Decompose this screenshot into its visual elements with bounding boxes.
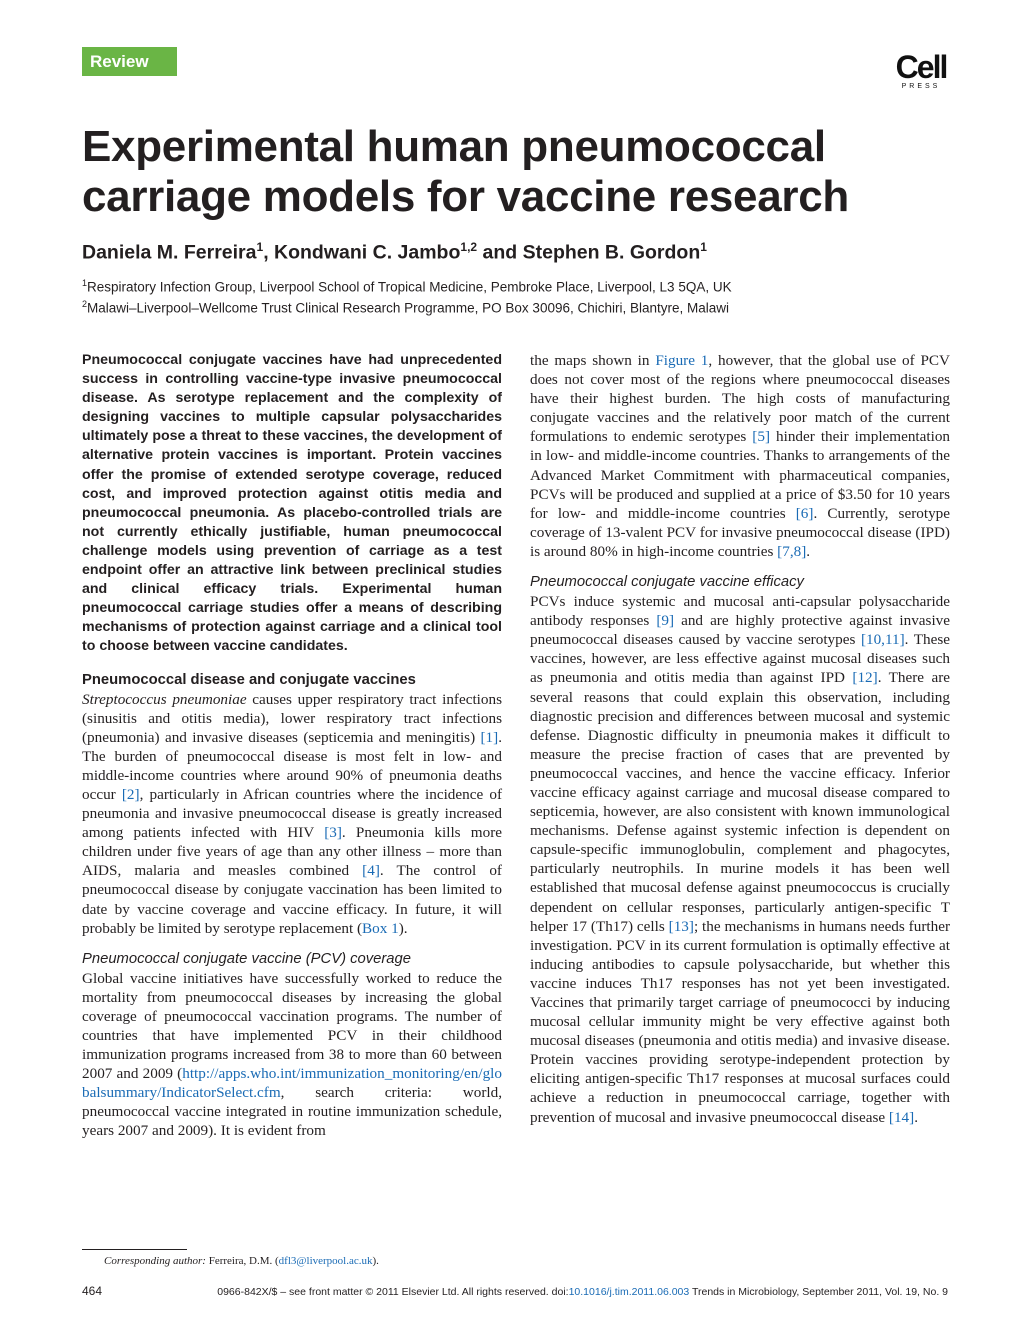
- citation-link[interactable]: [4]: [362, 862, 380, 880]
- text-run: . The burden of pneumococcal disease is most felt in low- and middle-income countries where around 90% of pneumonia deaths occur: [82, 728, 502, 803]
- author-name: Daniela M. Ferreira: [82, 241, 257, 264]
- footer-citation: [217, 1286, 948, 1298]
- author-separator: and: [477, 241, 523, 264]
- subsection-heading: Pneumococcal conjugate vaccine efficacy: [530, 574, 804, 591]
- citation-link[interactable]: [14]: [888, 1108, 915, 1126]
- text-run: .: [806, 542, 811, 560]
- text-run: Global vaccine initiatives have successfully worked to reduce the mortality from pneumococcal diseases by increasing the global coverage of pneumococcal vaccination programs. The number of countries that have implemented PCV in their childhood immunization programs increased from 38 to more than 60 between 2007 and 2009 (: [82, 969, 502, 1083]
- author-affil-sup: 1: [700, 240, 707, 254]
- text-run: and are highly protective against invasive pneumococcal diseases caused by vaccine serotypes: [530, 612, 950, 649]
- author-name: Stephen B. Gordon: [522, 241, 701, 264]
- text-run: . The control of pneumococcal disease by conjugate vaccination has been limited to date by vaccine coverage and vaccine efficacy. In future, it will probably be limited by serotype replacement (: [82, 862, 502, 937]
- affiliation-text: Malawi–Liverpool–Wellcome Trust Clinical Research Programme, PO Box 30096, Chichiri, Blantyre, Malawi: [87, 300, 730, 316]
- box-link[interactable]: Box 1: [362, 919, 399, 937]
- footnote-label: Corresponding author:: [104, 1255, 206, 1267]
- citation-link[interactable]: [13]: [668, 917, 694, 935]
- text-run: ; the mechanisms in humans needs further investigation. PCV in its current formulation is optimally effective at inducing antibodies to capsule polysaccharide, but whether this vaccine induces Th17 responses has not yet been investigated. Vaccines that primarily target carriage of pneumococci by inducing mucosal cellular immunity might be very effective against both mucosal diseases (pneumonia and otitis media) and invasive disease. Protein vaccines providing serotype-independent protection by eliciting antigen-specific Th17 responses at mucosal surfaces could achieve a reduction in pneumococcal carriage, together with prevention of mucosal and invasive pneumococcal disease: [530, 917, 951, 1126]
- logo-press: PRESS: [901, 83, 941, 90]
- citation-link[interactable]: [1]: [480, 728, 499, 746]
- citation-link[interactable]: [9]: [656, 612, 675, 630]
- journal-info: Trends in Microbiology, September 2011, Vol. 19, No. 9: [689, 1286, 948, 1298]
- affiliation: [82, 278, 732, 295]
- external-url-link[interactable]: http://apps.who.int/immunization_monitoring/en/globalsummary/IndicatorSelect.cfm: [82, 1065, 502, 1102]
- text-run: causes upper respiratory tract infections (sinusitis and otitis media), lower respiratory tract infections (pneumonia) and invasive diseases (septicemia and meningitis): [82, 690, 502, 746]
- body-paragraph: [82, 969, 502, 1141]
- author-name: Kondwani C. Jambo: [274, 241, 461, 264]
- affiliation: [82, 299, 729, 316]
- text-run: PCVs induce systemic and mucosal anti-capsular polysaccharide antibody responses: [530, 593, 950, 630]
- affiliation-number: 1: [82, 278, 88, 288]
- doi-link[interactable]: 10.1016/j.tim.2011.06.003: [568, 1286, 690, 1298]
- author-affil-sup: 1,2: [460, 240, 478, 254]
- email-link[interactable]: dfl3@liverpool.ac.uk: [278, 1255, 373, 1267]
- text-run: , however, that the global use of PCV does not cover most of the regions where pneumococcal diseases have their highest burden. The high costs of manufacturing conjugate vaccines and the relatively poor match of the current formulations to endemic serotypes: [530, 352, 951, 446]
- footnote-name: Ferreira, D.M. (: [205, 1255, 279, 1267]
- right-column: [530, 351, 950, 1127]
- author-affil-sup: 1: [256, 240, 264, 254]
- cell-press-logo: [890, 49, 952, 91]
- species-name: Streptococcus pneumoniae: [82, 690, 247, 708]
- footnote-divider: [82, 1249, 187, 1250]
- citation-link[interactable]: [3]: [324, 824, 342, 842]
- figure-link[interactable]: Figure 1: [655, 352, 709, 369]
- citation-link[interactable]: [5]: [752, 428, 771, 446]
- left-column: [82, 351, 502, 1141]
- citation-link[interactable]: [7,8]: [777, 542, 807, 560]
- citation-link[interactable]: [6]: [795, 504, 814, 522]
- citation-link[interactable]: [10,11]: [860, 631, 905, 649]
- text-run: ).: [398, 919, 408, 937]
- author-list: [82, 240, 707, 265]
- text-run: . These vaccines, however, are less effective against mucosal diseases such as pneumonia and otitis media than against IPD: [530, 631, 950, 687]
- body-paragraph: [530, 351, 950, 561]
- text-run: . Pneumonia kills more children under five years of age than any other illness – more than AIDS, malaria and measles combined: [82, 824, 502, 880]
- abstract: Pneumococcal conjugate vaccines have had unprecedented success in controlling vaccine-type invasive pneumococcal disease. As serotype replacement and the complexity of designing vaccines to multiple capsular polysaccharides ultimately pose a threat to these vaccines, the development of alternative protein vaccines is important. Protein vaccines offer the promise of extended serotype coverage, reduced cost, and improved protection against otitis media and pneumococcal pneumonia. As placebo-controlled trials are not currently ethically justifiable, human pneumococcal challenge models using prevention of carriage as a test endpoint offer an attractive link between preclinical studies and clinical efficacy trials. Experimental human pneumococcal carriage studies offer a means of describing mechanisms of protection against carriage and a clinical tool to choose between vaccine candidates.: [82, 352, 502, 655]
- citation-link[interactable]: [12]: [852, 669, 878, 687]
- subsection-heading: Pneumococcal conjugate vaccine (PCV) coverage: [82, 950, 411, 967]
- author-separator: ,: [263, 241, 275, 264]
- text-run: the maps shown in: [530, 352, 656, 369]
- section-heading: Pneumococcal disease and conjugate vaccines: [82, 671, 416, 688]
- logo-word: Cell: [895, 49, 947, 85]
- body-paragraph: [530, 592, 950, 1127]
- corresponding-author-note: [104, 1255, 379, 1267]
- body-paragraph: [82, 690, 502, 938]
- affiliation-number: 2: [82, 299, 88, 309]
- text-run: , search criteria: world, pneumococcal vaccine integrated in routine immunization schedule, years 2007 and 2009). It is evident from: [82, 1084, 502, 1140]
- text-run: . Currently, serotype coverage of 13-valent PCV for invasive pneumococcal disease (IPD) is around 80% in high-income countries: [530, 504, 950, 560]
- page-number: 464: [82, 1284, 103, 1298]
- text-run: .: [914, 1108, 919, 1126]
- issn-text: 0966-842X/$ – see front matter © 2011 Elsevier Ltd. All rights reserved. doi:: [217, 1286, 569, 1298]
- review-tag: Review: [82, 47, 177, 76]
- article-title: Experimental human pneumococcal carriage models for vaccine research: [82, 122, 849, 221]
- text-run: . There are several reasons that could explain this observation, including diagnostic precision and differences between mucosal and systemic defense. Diagnostic difficulty in pneumonia makes it difficult to measure the precise fraction of cases that are prevented by pneumococcal vaccines, and hence the vaccine efficacy. Inferior vaccine efficacy against carriage and mucosal disease compared to septicemia, however, are also consistent with known immunological mechanisms. Defense against systemic infection is dependent on capsule-specific immunoglobulin, complement and phagocytes, particularly neutrophils. In murine models it has been well established that mucosal defense against pneumococcus is crucially dependent on cellular responses, particularly antigen-specific T helper 17 (Th17) cells: [530, 669, 950, 935]
- text-run: , particularly in African countries where the incidence of pneumonia and invasive pneumococcal disease is greatly increased among patients infected with HIV: [82, 785, 502, 842]
- citation-link[interactable]: [2]: [121, 785, 140, 803]
- text-run: hinder their implementation in low- and middle-income countries. Thanks to arrangements of the Advanced Market Commitment with pharmaceutical companies, PCVs will be produced and supplied at a price of $3.50 for 10 years for low- and middle-income countries: [530, 428, 951, 522]
- affiliation-text: Respiratory Infection Group, Liverpool School of Tropical Medicine, Pembroke Place, Liverpool, L3 5QA, UK: [87, 279, 732, 295]
- footnote-close: ).: [372, 1255, 379, 1267]
